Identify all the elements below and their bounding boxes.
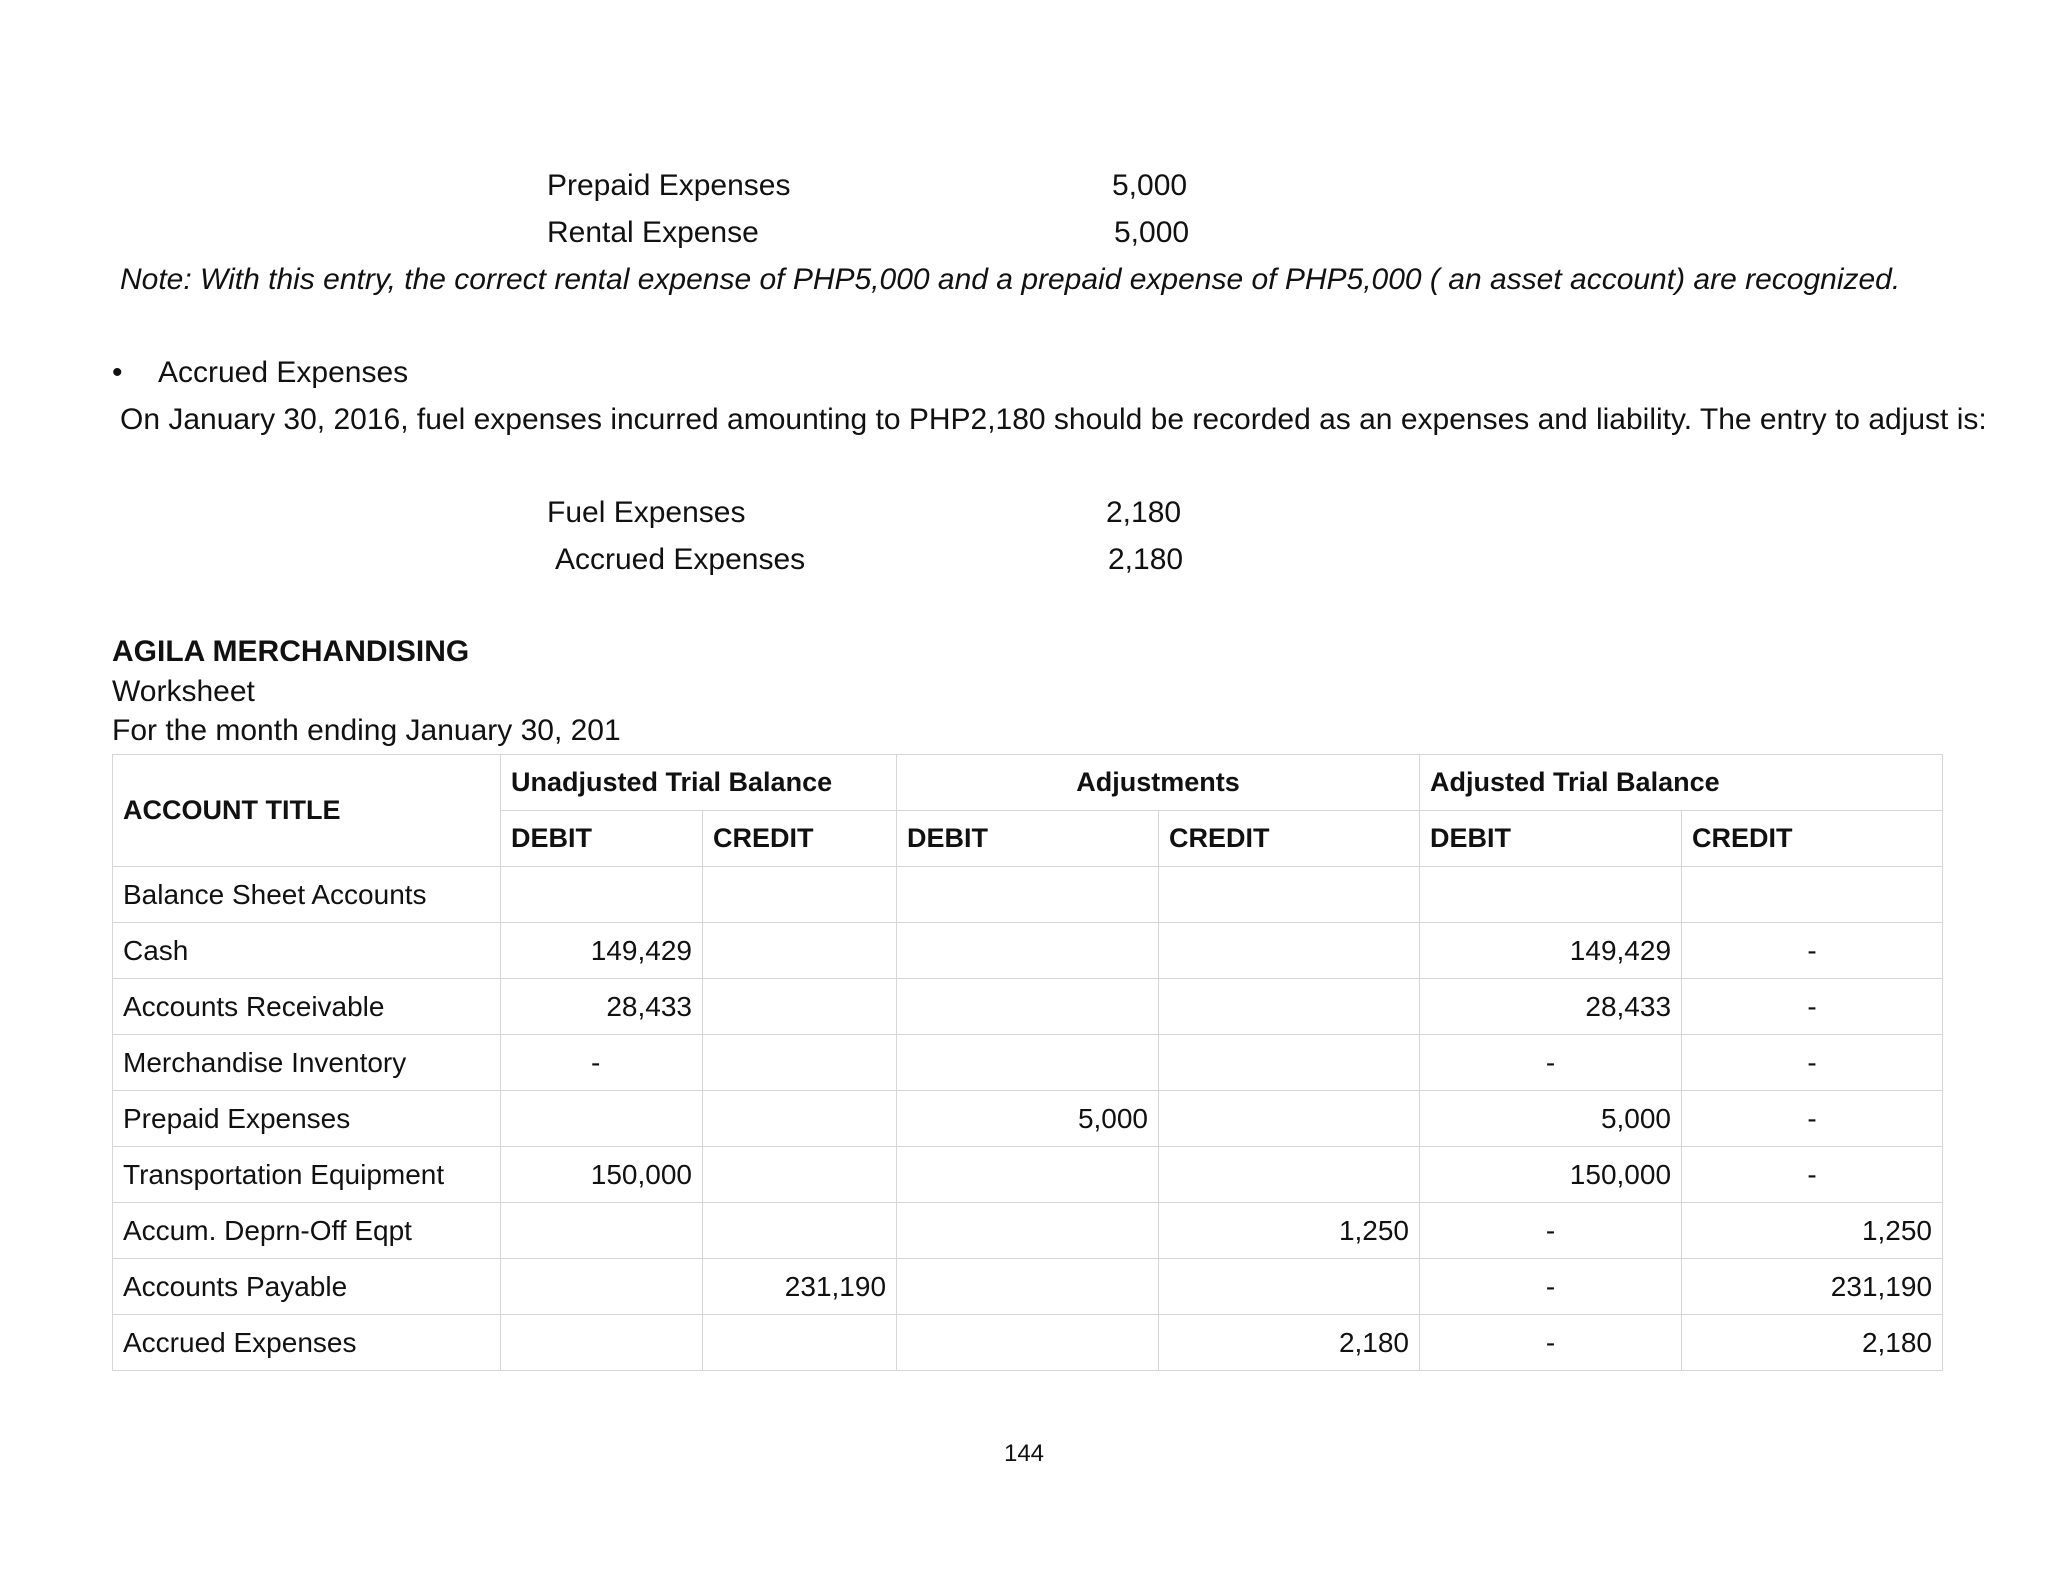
table-row (113, 867, 1943, 923)
cell-adj-debit (897, 1315, 1159, 1371)
entry1-credit-account: Rental Expense (547, 216, 759, 249)
cell-atb-credit: - (1682, 979, 1943, 1035)
cell-atb-credit: 1,250 (1682, 1203, 1943, 1259)
worksheet-body (113, 867, 1943, 1371)
cell-utb-debit: 149,429 (501, 923, 703, 979)
table-row (113, 1035, 1943, 1091)
section-heading-accrued-expenses: Accrued Expenses (158, 356, 409, 389)
cell-utb-credit: 231,190 (703, 1259, 897, 1315)
cell-atb-debit: - (1420, 1035, 1682, 1091)
cell-atb-debit: - (1420, 1259, 1682, 1315)
cell-utb-credit (703, 979, 897, 1035)
cell-atb-credit: - (1682, 1035, 1943, 1091)
cell-atb-credit (1682, 867, 1943, 923)
header-adj-debit: DEBIT (897, 811, 1159, 867)
cell-account-title: Accounts Receivable (113, 979, 501, 1035)
cell-adj-debit (897, 1259, 1159, 1315)
cell-adj-credit: 1,250 (1159, 1203, 1420, 1259)
header-adjusted-trial-balance: Adjusted Trial Balance (1420, 755, 1943, 811)
header-unadjusted-trial-balance: Unadjusted Trial Balance (501, 755, 897, 811)
worksheet-period: For the month ending January 30, 201 (112, 714, 621, 747)
cell-adj-credit (1159, 1147, 1420, 1203)
cell-adj-credit (1159, 923, 1420, 979)
entry1-debit-account: Prepaid Expenses (547, 169, 791, 202)
header-utb-credit: CREDIT (703, 811, 897, 867)
cell-atb-debit (1420, 867, 1682, 923)
cell-atb-debit: 150,000 (1420, 1147, 1682, 1203)
accrued-expenses-paragraph: On January 30, 2016, fuel expenses incurred amounting to PHP2,180 should be recorded as an expenses and liability. The entry to adjust is: (120, 403, 1987, 436)
header-adj-credit: CREDIT (1159, 811, 1420, 867)
cell-utb-credit (703, 1315, 897, 1371)
cell-utb-debit (501, 1091, 703, 1147)
cell-adj-credit (1159, 1091, 1420, 1147)
cell-atb-debit: - (1420, 1315, 1682, 1371)
cell-atb-credit: - (1682, 1147, 1943, 1203)
entry2-debit-account: Fuel Expenses (547, 496, 746, 529)
cell-utb-credit (703, 923, 897, 979)
cell-account-title: Transportation Equipment (113, 1147, 501, 1203)
table-row (113, 1203, 1943, 1259)
company-name: AGILA MERCHANDISING (112, 635, 470, 668)
header-atb-credit: CREDIT (1682, 811, 1943, 867)
cell-account-title: Accrued Expenses (113, 1315, 501, 1371)
cell-atb-credit: - (1682, 923, 1943, 979)
cell-utb-debit: 28,433 (501, 979, 703, 1035)
cell-atb-credit: 231,190 (1682, 1259, 1943, 1315)
cell-atb-credit: - (1682, 1091, 1943, 1147)
cell-utb-credit (703, 1203, 897, 1259)
cell-utb-debit: - (501, 1035, 703, 1091)
cell-adj-credit (1159, 867, 1420, 923)
table-row (113, 1315, 1943, 1371)
cell-atb-debit: 149,429 (1420, 923, 1682, 979)
cell-adj-debit (897, 979, 1159, 1035)
cell-account-title: Merchandise Inventory (113, 1035, 501, 1091)
header-account-title: ACCOUNT TITLE (113, 755, 501, 867)
cell-atb-debit: 5,000 (1420, 1091, 1682, 1147)
cell-account-title: Prepaid Expenses (113, 1091, 501, 1147)
cell-atb-credit: 2,180 (1682, 1315, 1943, 1371)
worksheet-table (112, 754, 1943, 1371)
bullet-icon: • (112, 356, 123, 389)
cell-adj-debit (897, 1203, 1159, 1259)
table-row (113, 1091, 1943, 1147)
cell-utb-debit (501, 1203, 703, 1259)
header-adjustments: Adjustments (897, 755, 1420, 811)
worksheet-title: Worksheet (112, 675, 255, 708)
entry2-credit-account: Accrued Expenses (555, 543, 806, 576)
cell-utb-debit (501, 1259, 703, 1315)
cell-adj-credit (1159, 1035, 1420, 1091)
cell-adj-credit: 2,180 (1159, 1315, 1420, 1371)
cell-utb-credit (703, 1091, 897, 1147)
cell-adj-credit (1159, 1259, 1420, 1315)
cell-atb-debit: 28,433 (1420, 979, 1682, 1035)
cell-adj-debit (897, 923, 1159, 979)
cell-adj-debit (897, 867, 1159, 923)
header-utb-debit: DEBIT (501, 811, 703, 867)
cell-account-title: Cash (113, 923, 501, 979)
entry2-debit-amount: 2,180 (1106, 496, 1182, 529)
cell-atb-debit: - (1420, 1203, 1682, 1259)
table-row (113, 1147, 1943, 1203)
cell-utb-credit (703, 867, 897, 923)
cell-utb-credit (703, 1147, 897, 1203)
cell-adj-debit (897, 1147, 1159, 1203)
cell-utb-debit: 150,000 (501, 1147, 703, 1203)
page-number: 144 (1003, 1440, 1045, 1467)
cell-utb-debit (501, 867, 703, 923)
cell-account-title: Accum. Deprn-Off Eqpt (113, 1203, 501, 1259)
cell-account-title: Balance Sheet Accounts (113, 867, 501, 923)
cell-adj-credit (1159, 979, 1420, 1035)
table-row (113, 923, 1943, 979)
entry1-credit-amount: 5,000 (1114, 216, 1190, 249)
entry1-note: Note: With this entry, the correct rental expense of PHP5,000 and a prepaid expense of PHP5,000 ( an asset account) are recognized. (120, 263, 1901, 296)
cell-adj-debit (897, 1035, 1159, 1091)
cell-account-title: Accounts Payable (113, 1259, 501, 1315)
cell-utb-credit (703, 1035, 897, 1091)
table-row (113, 1259, 1943, 1315)
entry1-debit-amount: 5,000 (1112, 169, 1188, 202)
cell-adj-debit: 5,000 (897, 1091, 1159, 1147)
cell-utb-debit (501, 1315, 703, 1371)
entry2-credit-amount: 2,180 (1108, 543, 1184, 576)
header-atb-debit: DEBIT (1420, 811, 1682, 867)
table-row (113, 979, 1943, 1035)
